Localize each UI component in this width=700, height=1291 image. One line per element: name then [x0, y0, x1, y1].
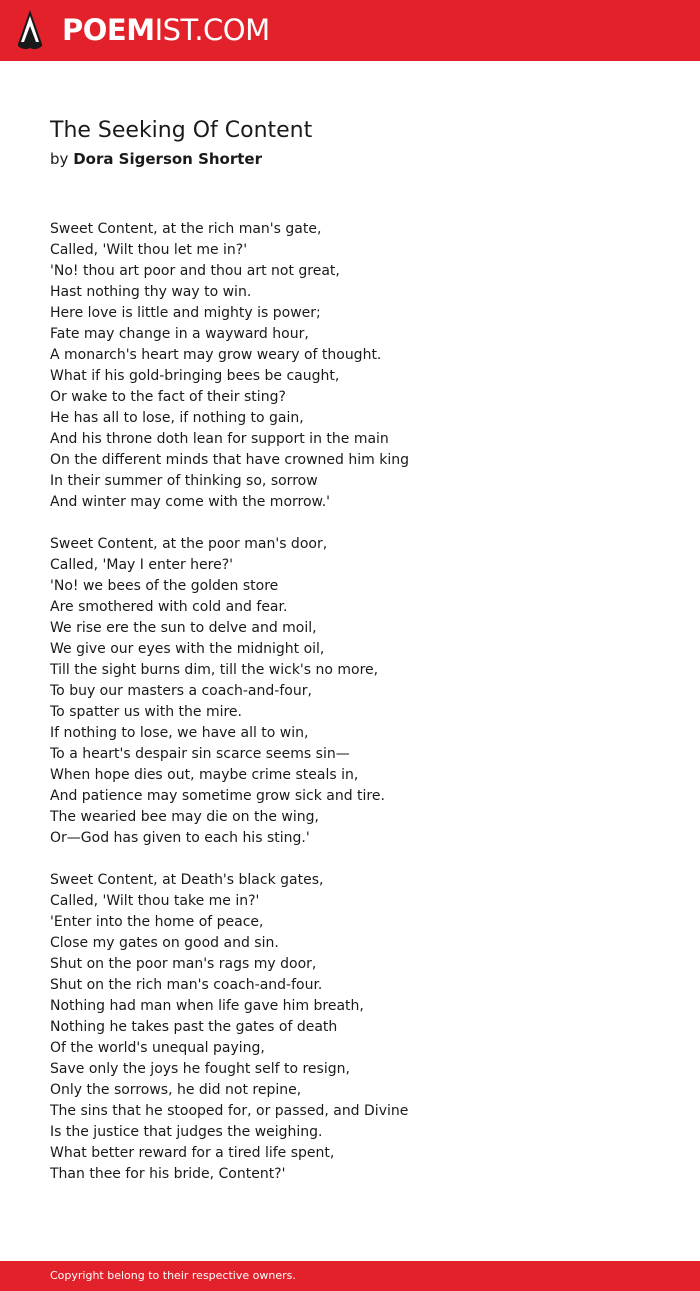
poem-body	[50, 219, 650, 1206]
poem-line: Is the justice that judges the weighing.	[50, 1124, 323, 1140]
poem-line: Called, 'Wilt thou take me in?'	[50, 893, 260, 909]
poem-stanza	[50, 870, 650, 1185]
poem-line: Fate may change in a wayward hour,	[50, 326, 309, 342]
poem-line: We rise ere the sun to delve and moil,	[50, 620, 317, 636]
poem-line: To spatter us with the mire.	[50, 704, 242, 720]
byline	[50, 148, 262, 170]
poem-line: If nothing to lose, we have all to win,	[50, 725, 309, 741]
poem-line: Shut on the rich man's coach-and-four.	[50, 977, 323, 993]
poem-stanza	[50, 534, 650, 849]
poem-line: 'Enter into the home of peace,	[50, 914, 264, 930]
poem-line: A monarch's heart may grow weary of thought.	[50, 347, 382, 363]
poem-line: Till the sight burns dim, till the wick's no more,	[50, 662, 379, 678]
copyright-text: Copyright belong to their respective owners.	[50, 1269, 296, 1282]
poem-line: On the different minds that have crowned him king	[50, 452, 409, 468]
poem-line: Called, 'May I enter here?'	[50, 557, 233, 573]
poem-line: Sweet Content, at the rich man's gate,	[50, 221, 322, 237]
poem-line: Sweet Content, at Death's black gates,	[50, 872, 324, 888]
poem-line: Hast nothing thy way to win.	[50, 284, 252, 300]
poem-line: In their summer of thinking so, sorrow	[50, 473, 318, 489]
poem-line: What better reward for a tired life spent,	[50, 1145, 335, 1161]
poem-line: What if his gold-bringing bees be caught,	[50, 368, 340, 384]
logo-text-light: IST.COM	[154, 13, 270, 47]
poem-line: And his throne doth lean for support in the main	[50, 431, 389, 447]
poem-line: And winter may come with the morrow.'	[50, 494, 330, 510]
poem-line: Nothing had man when life gave him breath,	[50, 998, 364, 1014]
poem-line: Than thee for his bride, Content?'	[50, 1166, 286, 1182]
poem-line: And patience may sometime grow sick and tire.	[50, 788, 385, 804]
site-logo-link[interactable]	[62, 10, 270, 50]
pencil-tip-icon[interactable]	[18, 10, 42, 51]
poem-line: Close my gates on good and sin.	[50, 935, 279, 951]
poem-line: Or—God has given to each his sting.'	[50, 830, 310, 846]
author-name: Dora Sigerson Shorter	[73, 150, 262, 168]
poem-line: Sweet Content, at the poor man's door,	[50, 536, 328, 552]
by-label: by	[50, 150, 69, 168]
site-header	[0, 0, 700, 61]
poem-line: Shut on the poor man's rags my door,	[50, 956, 317, 972]
poem-line: When hope dies out, maybe crime steals in,	[50, 767, 359, 783]
poem-line: 'No! thou art poor and thou art not great,	[50, 263, 340, 279]
poem-line: To a heart's despair sin scarce seems sin—	[50, 746, 350, 762]
poem-line: Here love is little and mighty is power;	[50, 305, 321, 321]
poem-stanza	[50, 219, 650, 513]
poem-line: Save only the joys he fought self to resign,	[50, 1061, 350, 1077]
poem-line: Only the sorrows, he did not repine,	[50, 1082, 302, 1098]
poem-line: To buy our masters a coach-and-four,	[50, 683, 312, 699]
site-footer	[0, 1261, 700, 1291]
poem-line: We give our eyes with the midnight oil,	[50, 641, 325, 657]
poem-title: The Seeking Of Content	[50, 118, 313, 143]
poem-line: The wearied bee may die on the wing,	[50, 809, 319, 825]
poem-line: He has all to lose, if nothing to gain,	[50, 410, 304, 426]
poem-line: The sins that he stooped for, or passed, and Divine	[50, 1103, 409, 1119]
poem-line: Nothing he takes past the gates of death	[50, 1019, 338, 1035]
poem-line: 'No! we bees of the golden store	[50, 578, 279, 594]
poem-line: Called, 'Wilt thou let me in?'	[50, 242, 248, 258]
poem-line: Of the world's unequal paying,	[50, 1040, 265, 1056]
logo-text-strong: POEM	[62, 13, 155, 47]
poem-line: Are smothered with cold and fear.	[50, 599, 288, 615]
poem-line: Or wake to the fact of their sting?	[50, 389, 286, 405]
